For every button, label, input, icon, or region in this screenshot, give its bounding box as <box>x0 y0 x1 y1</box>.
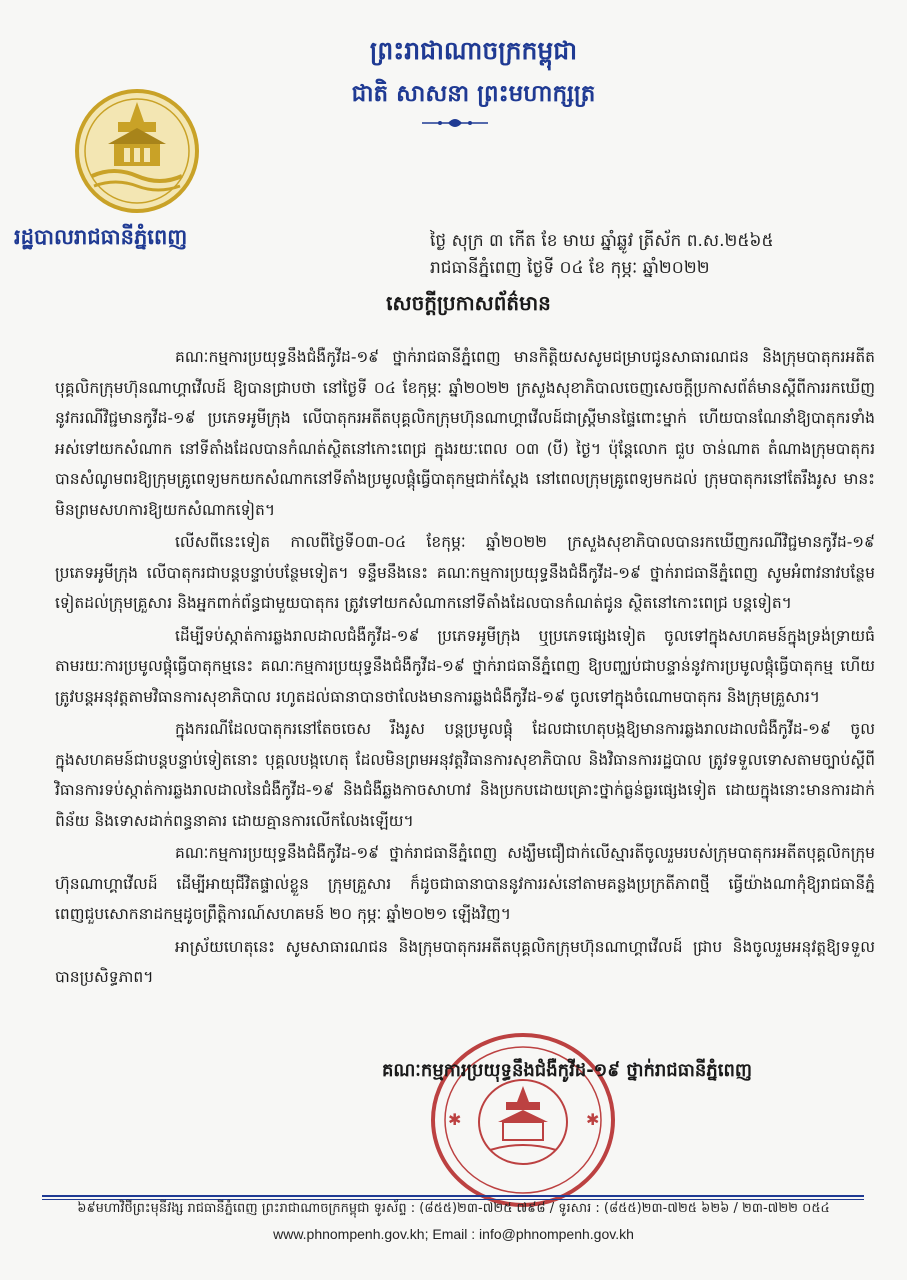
issuing-authority: រដ្ឋបាលរាជធានីភ្នំពេញ <box>14 225 188 249</box>
place-date-line: រាជធានីភ្នំពេញ ថ្ងៃទី ០៤ ខែ កុម្ភៈ ឆ្នាំ២០២២ <box>430 258 710 278</box>
footer-contact-web: www.phnompenh.gov.kh; Email : info@phnompenh.gov.kh <box>273 1226 634 1242</box>
svg-text:✱: ✱ <box>448 1110 462 1129</box>
svg-text:✱: ✱ <box>586 1110 600 1129</box>
document-title: សេចក្តីប្រកាសព័ត៌មាន <box>386 291 551 315</box>
official-seal-icon <box>428 1030 618 1210</box>
national-motto-nation-religion-king: ជាតិ សាសនា ព្រះមហាក្សត្រ <box>351 81 596 107</box>
phnom-penh-emblem-icon <box>74 88 200 214</box>
body-paragraph: គណៈកម្មការប្រយុទ្ធនឹងជំងឺកូវីដ-១៩ ថ្នាក់រាជធានីភ្នំពេញ មានកិត្តិយសសូមជម្រាបជូនសាធារណជន និងក្រុមបាតុករអតីតបុគ្គលិកក្រុមហ៊ុនណាហ្គាវើលដ៍ ឱ្យបានជ្រាបថា នៅថ្ងៃទី ០៤ ខែកុម្ភៈ ឆ្នាំ២០២២ ក្រសួងសុខាភិបាលចេញសេចក្តីប្រកាសព័ត៌មានស្តីពីការរកឃើញនូវករណីវិជ្ជមានកូវីដ-១៩ ប្រភេទអូមីក្រុង លើបាតុករអតីតបុគ្គលិកក្រុមហ៊ុនណាហ្គាវើលដ៍ជាស្ត្រីមានផ្ទៃពោះម្នាក់ ហើយបានណែនាំឱ្យបាតុករទាំងអស់ទៅយកសំណាក នៅទីតាំងដែលបានកំណត់ស្ថិតនៅកោះពេជ្រ ក្នុងរយៈពេល ០៣ (បី) ថ្ងៃ។ ប៉ុន្តែលោក ជួប ចាន់ណាត តំណាងក្រុមបាតុករបានសំណូមពរឱ្យក្រុមគ្រូពេទ្យមកយកសំណាកនៅទីតាំងប្រមូលផ្តុំធ្វើបាតុកម្មជាក់ស្តែង នៅពេលក្រុមគ្រូពេទ្យមកដល់ ក្រុមបាតុករនៅតែរឹងរូស មានះ មិនព្រមសហការឱ្យយកសំណាកទៀត។ <box>55 348 875 519</box>
body-paragraph: ក្នុងករណីដែលបាតុករនៅតែចចេស រឹងរូស បន្តប្រមូលផ្តុំ ដែលជាហេតុបង្កឱ្យមានការឆ្លងរាលដាលជំងឺកូវីដ-១៩ ចូលក្នុងសហគមន៍ជាបន្តបន្ទាប់ទៀតនោះ បុគ្គលបង្កហេតុ ដែលមិនព្រមអនុវត្តវិធានការសុខាភិបាល និងវិធានការរដ្ឋបាល ត្រូវទទួលទោសតាមច្បាប់ស្តីពីវិធានការទប់ស្កាត់ការឆ្លងរាលដាលនៃជំងឺកូវីដ-១៩ និងជំងឺឆ្លងកាចសាហាវ និងប្រកបដោយគ្រោះថ្នាក់ធ្ងន់ធ្ងរផ្សេងទៀត ដោយក្នុងនោះមានការដាក់ពិន័យ និងទោសដាក់ពន្ធនាគារ ដោយគ្មានការលើកលែងឡើយ។ <box>55 720 875 830</box>
national-motto-kingdom: ព្រះរាជាណាចក្រកម្ពុជា <box>369 36 578 65</box>
footer-divider <box>42 1195 864 1197</box>
document-body <box>55 342 875 995</box>
lunar-date-line: ថ្ងៃ សុក្រ ៣ កើត ខែ មាឃ ឆ្នាំឆ្លូវ ត្រីស័ក ព.ស.២៥៦៥ <box>430 231 774 251</box>
footer-address: ៦៩មហាវិថីព្រះមុនីវង្ស រាជធានីភ្នំពេញ ព្រះរាជាណាចក្រកម្ពុជា ទូរស័ព្ទ : (៨៥៥)២៣-៧២៥ ៧៩៨ / ទូរសារ : (៨៥៥)២៣-៧២៥ ៦២៦ / ២៣-៧២២ ០៥៤ <box>77 1201 830 1216</box>
body-paragraph: គណៈកម្មការប្រយុទ្ធនឹងជំងឺកូវីដ-១៩ ថ្នាក់រាជធានីភ្នំពេញ សង្ឃឹមជឿជាក់លើស្មារតីចូលរួមរបស់ក្រុមបាតុករអតីតបុគ្គលិកក្រុមហ៊ុនណាហ្គាវើលដ៍ ដើម្បីអាយុជីវិតផ្ទាល់ខ្លួន ក្រុមគ្រួសារ ក៏ដូចជាធានាបាននូវការរស់នៅតាមគន្លងប្រក្រតីភាពថ្មី ធ្វើយ៉ាងណាកុំឱ្យរាជធានីភ្នំពេញជួបសោកនាដកម្មដូចព្រឹត្តិការណ៍សហគមន៍ ២០ កុម្ភៈ ឆ្នាំ២០២១ ឡើងវិញ។ <box>55 844 875 923</box>
body-paragraph: ដើម្បីទប់ស្កាត់ការឆ្លងរាលដាលជំងឺកូវីដ-១៩ ប្រភេទអូមីក្រុង ឬប្រភេទផ្សេងទៀត ចូលទៅក្នុងសហគមន៍ក្នុងទ្រង់ទ្រាយធំ តាមរយៈការប្រមូលផ្តុំធ្វើបាតុកម្មនេះ គណៈកម្មការប្រយុទ្ធនឹងជំងឺកូវីដ-១៩ ថ្នាក់រាជធានីភ្នំពេញ ឱ្យបញ្ឈប់ជាបន្ទាន់នូវការប្រមូលផ្តុំធ្វើបាតុកម្ម ហើយត្រូវបន្តអនុវត្តតាមវិធានការសុខាភិបាល រហូតដល់ធានាបានថាលែងមានការឆ្លងជំងឺកូវីដ-១៩ ចូលទៅក្នុងចំណោមបាតុករ និងក្រុមគ្រួសារ។ <box>55 626 875 706</box>
body-paragraph: លើសពីនេះទៀត កាលពីថ្ងៃទី០៣-០៤ ខែកុម្ភៈ ឆ្នាំ២០២២ ក្រសួងសុខាភិបាលបានរកឃើញករណីវិជ្ជមានកូវីដ-១៩ ប្រភេទអូមីក្រុង លើបាតុករជាបន្តបន្ទាប់បន្ថែមទៀត។ ទន្ទឹមនឹងនេះ គណៈកម្មការប្រយុទ្ធនឹងជំងឺកូវីដ-១៩ ថ្នាក់រាជធានីភ្នំពេញ សូមអំពាវនាវបន្ថែមទៀតដល់ក្រុមគ្រួសារ និងអ្នកពាក់ព័ន្ធជាមួយបាតុករ ត្រូវទៅយកសំណាកនៅទីតាំងដែលបានកំណត់ជូន ស្ថិតនៅកោះពេជ្រ បន្តទៀត។ <box>55 533 875 612</box>
body-paragraph: អាស្រ័យហេតុនេះ សូមសាធារណជន និងក្រុមបាតុករអតីតបុគ្គលិកក្រុមហ៊ុនណាហ្គាវើលដ៍ ជ្រាប និងចូលរួមអនុវត្តឱ្យទទួលបានប្រសិទ្ធភាព។ <box>55 937 875 986</box>
ornament-divider-icon <box>420 114 490 132</box>
signatory-committee: គណៈកម្មការប្រយុទ្ធនឹងជំងឺកូវីដ-១៩ ថ្នាក់រាជធានីភ្នំពេញ <box>382 1060 753 1081</box>
